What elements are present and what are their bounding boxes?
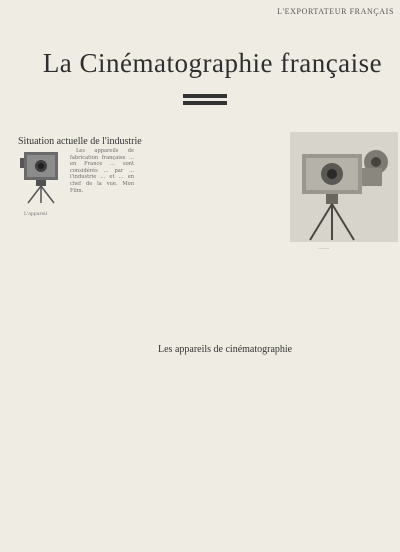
- running-head: L'EXPORTATEUR FRANÇAIS: [277, 7, 394, 16]
- title-rule-top: [183, 94, 227, 98]
- article-title: La Cinématographie française: [42, 48, 383, 78]
- camera-caption: L'appareil: [24, 212, 48, 217]
- section-heading-apparatus-line1: [158, 344, 292, 355]
- camera-illustration: [18, 146, 66, 204]
- column-2-text: [140, 132, 278, 337]
- column-2-lower-text: [140, 384, 278, 548]
- column-3-text: [286, 262, 394, 548]
- section-heading-apparatus: Les appareils de cinématographie: [158, 344, 293, 355]
- apparatus-photo: [290, 132, 398, 242]
- section-heading-industry: Situation actuelle de l'industrie: [18, 136, 142, 147]
- photo-caption: ........: [318, 246, 330, 251]
- column-1-text-wrap: [70, 148, 134, 224]
- title-rule-bottom: [183, 101, 227, 105]
- column-1-text: [18, 226, 134, 544]
- paragraph: Les appareils de fabrication française ... en France ... sont considérés ... par ... l'industrie ... et ... en chef de la vue. Mon Film.: [70, 148, 134, 194]
